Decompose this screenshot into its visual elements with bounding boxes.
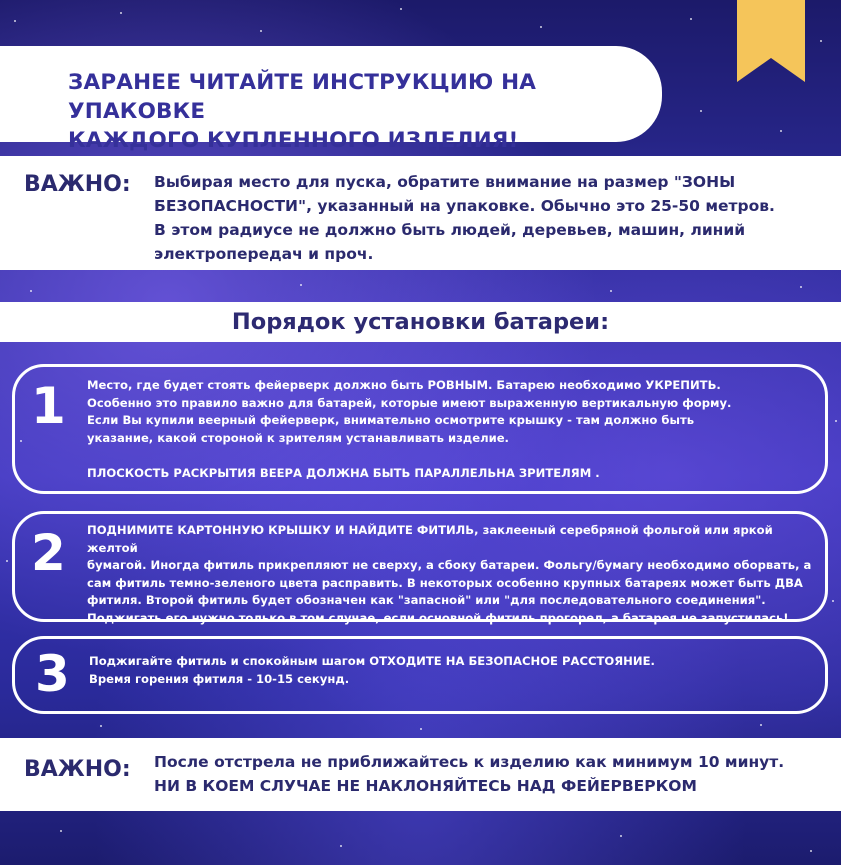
step-line: бумагой. Иногда фитиль прикрепляют не сверху, а сбоку батареи. Фольгу/бумагу необходимо оборвать, а: [87, 558, 812, 572]
step-line: сам фитиль темно-зеленого цвета расправить. В некоторых особенно крупных батареях может быть ДВА: [87, 575, 803, 590]
step-line: ПЛОСКОСТЬ РАСКРЫТИЯ ВЕЕРА ДОЛЖНА БЫТЬ ПАРАЛЛЕЛЬНА ЗРИТЕЛЯМ .: [87, 465, 600, 480]
step-card-1: [12, 364, 828, 494]
step-text: [87, 522, 825, 627]
step-line: Время горения фитиля - 10-15 секунд.: [89, 671, 350, 686]
header-title-line-1: ЗАРАНЕЕ ЧИТАЙТЕ ИНСТРУКЦИЮ НА УПАКОВКЕ: [68, 70, 537, 124]
important-line: Выбирая место для пуска, обратите внимание на размер "ЗОНЫ: [154, 173, 736, 191]
step-line: Поджигать его нужно только в том случае, если основной фитиль прогорел, а батарея не запустилась!: [87, 610, 789, 625]
step-number: 3: [35, 645, 70, 703]
important-label: ВАЖНО:: [24, 757, 131, 782]
header-title-line-2: КАЖДОГО КУПЛЕННОГО ИЗДЕЛИЯ!: [68, 128, 519, 153]
step-line: Если Вы купили веерный фейерверк, внимательно осмотрите крышку - там должно быть: [87, 413, 695, 427]
step-line: фитиля. Второй фитиль будет обозначен как "запасной" или "для последовательного соединения".: [87, 593, 766, 607]
important-label: ВАЖНО:: [24, 172, 131, 197]
important-notice-bottom: [0, 738, 841, 811]
section-title: Порядок установки батареи:: [231, 309, 610, 335]
important-line: БЕЗОПАСНОСТИ", указанный на упаковке. Обычно это 25-50 метров.: [154, 197, 775, 215]
step-card-3: [12, 636, 828, 714]
step-line: ПОДНИМИТЕ КАРТОННУЮ КРЫШКУ И НАЙДИТЕ ФИТИЛЬ, заклееный серебряной фольгой или яркой желтой: [87, 523, 773, 555]
important-line: В этом радиусе не должно быть людей, деревьев, машин, линий: [154, 221, 746, 239]
step-line: Поджигайте фитиль и спокойным шагом ОТХОДИТЕ НА БЕЗОПАСНОЕ РАССТОЯНИЕ.: [89, 654, 655, 668]
step-line: [87, 447, 731, 465]
important-notice-top: [0, 156, 841, 270]
important-line: НИ В КОЕМ СЛУЧАЕ НЕ НАКЛОНЯЙТЕСЬ НАД ФЕЙЕРВЕРКОМ: [154, 777, 697, 795]
step-number: 2: [31, 524, 66, 582]
important-line: электропередач и проч.: [154, 245, 374, 263]
bookmark-ribbon-icon: [737, 0, 805, 82]
important-text: [154, 170, 824, 266]
step-number: 1: [31, 377, 66, 435]
step-card-2: [12, 511, 828, 625]
important-text: [154, 750, 824, 798]
step-line: Место, где будет стоять фейерверк должно быть РОВНЫМ. Батарею необходимо УКРЕПИТЬ.: [87, 378, 721, 392]
step-text: [87, 377, 731, 482]
step-line: Особенно это правило важно для батарей, которые имеют выраженную вертикальную форму.: [87, 395, 732, 410]
step-text: [89, 653, 655, 688]
header-title: [68, 68, 658, 155]
step-line: указание, какой стороной к зрителям устанавливать изделие.: [87, 430, 509, 445]
important-line: После отстрела не приближайтесь к изделию как минимум 10 минут.: [154, 753, 785, 771]
